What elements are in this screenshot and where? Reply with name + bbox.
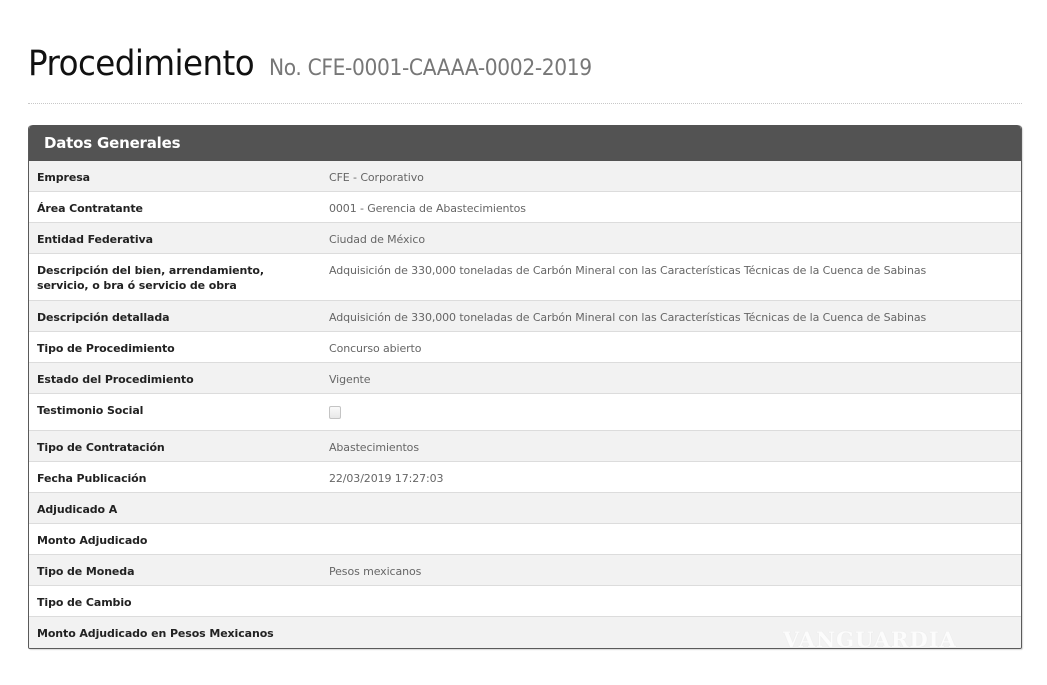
field-label: Entidad Federativa (37, 233, 153, 246)
table-row-fecha-publicacion (29, 462, 1021, 493)
field-value (321, 617, 1021, 648)
page-title (28, 44, 620, 84)
field-value: Pesos mexicanos (329, 565, 422, 578)
field-value: 22/03/2019 17:27:03 (329, 472, 444, 485)
testimonio-social-checkbox[interactable] (329, 406, 341, 419)
table-row-entidad-federativa (29, 223, 1021, 254)
details-table (29, 161, 1021, 648)
table-row-tipo-procedimiento (29, 332, 1021, 363)
field-label: Adjudicado A (37, 503, 118, 516)
field-label: Tipo de Cambio (37, 596, 132, 609)
field-label: Descripción detallada (37, 311, 170, 324)
field-label: Estado del Procedimiento (37, 373, 194, 386)
field-label: Monto Adjudicado en Pesos Mexicanos (37, 627, 274, 640)
field-label: Empresa (37, 171, 91, 184)
table-row-area-contratante (29, 192, 1021, 223)
field-value: Vigente (329, 373, 371, 386)
field-label: Testimonio Social (37, 404, 144, 417)
table-row-descripcion-bien (29, 254, 1021, 301)
table-row-empresa (29, 161, 1021, 192)
field-label: Monto Adjudicado (37, 534, 148, 547)
field-value: Ciudad de México (329, 233, 425, 246)
general-data-panel (28, 125, 1022, 649)
table-row-testimonio-social (29, 394, 1021, 431)
table-row-estado-procedimiento (29, 363, 1021, 394)
field-label: Tipo de Moneda (37, 565, 135, 578)
title-divider (28, 103, 1022, 104)
table-row-monto-adjudicado (29, 524, 1021, 555)
panel-header: Datos Generales (29, 125, 1021, 161)
field-label: Descripción del bien, arrendamiento, servicio, o bra ó servicio de obra (37, 264, 264, 292)
table-row-tipo-moneda (29, 555, 1021, 586)
table-row-adjudicado-a (29, 493, 1021, 524)
field-label: Tipo de Procedimiento (37, 342, 175, 355)
table-row-tipo-cambio (29, 586, 1021, 617)
field-value: Concurso abierto (329, 342, 422, 355)
table-row-descripcion-detallada (29, 301, 1021, 332)
field-value: 0001 - Gerencia de Abastecimientos (329, 202, 526, 215)
table-row-tipo-contratacion (29, 431, 1021, 462)
field-value: Adquisición de 330,000 toneladas de Carbón Mineral con las Características Técnicas de la Cuenca de Sabinas (329, 264, 927, 277)
field-value: CFE - Corporativo (329, 171, 424, 184)
field-label: Tipo de Contratación (37, 441, 165, 454)
field-label: Área Contratante (37, 202, 143, 215)
procedure-number: No. CFE-0001-CAAAA-0002-2019 (269, 56, 592, 81)
field-value (321, 394, 1021, 430)
field-value: Adquisición de 330,000 toneladas de Carbón Mineral con las Características Técnicas de la Cuenca de Sabinas (329, 311, 927, 324)
field-value: Abastecimientos (329, 441, 419, 454)
field-value (321, 493, 1021, 523)
field-value (321, 586, 1021, 616)
field-value (321, 524, 1021, 554)
field-label: Fecha Publicación (37, 472, 147, 485)
table-row-monto-pesos-mexicanos (29, 617, 1021, 648)
page-title-main: Procedimiento (28, 44, 255, 84)
watermark-logo: VANGUARDIA (783, 627, 957, 652)
